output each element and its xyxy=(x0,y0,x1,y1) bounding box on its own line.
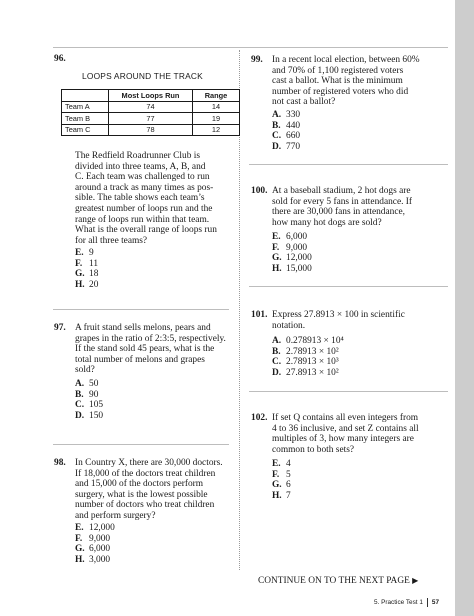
right-arrow-icon: ▶ xyxy=(412,576,419,585)
table-cell: 19 xyxy=(193,113,240,125)
table-cell: 12 xyxy=(193,124,240,136)
choice-letter: C. xyxy=(75,400,85,411)
divider-97 xyxy=(53,309,229,310)
text-line: and perform surgery? xyxy=(75,510,156,521)
text-line: At a baseball stadium, 2 hot dogs are xyxy=(272,186,411,196)
question-number: 100. xyxy=(251,186,268,196)
text-line: range of loops run within that team. xyxy=(75,214,210,225)
choice-letter: F. xyxy=(272,469,280,480)
question-number: 97. xyxy=(54,323,66,333)
choice-letter: E. xyxy=(272,459,281,469)
question-text xyxy=(272,186,412,228)
footer-section: 5. Practice Test 1 xyxy=(374,599,423,607)
text-line: What is the overall range of loops run xyxy=(75,225,217,236)
text-line: In a recent local election, between 60% xyxy=(272,55,420,65)
answer-choice[interactable] xyxy=(75,259,98,270)
answer-choice[interactable] xyxy=(272,110,300,121)
choice-letter: F. xyxy=(75,533,83,544)
table-row xyxy=(62,113,240,125)
choice-value: 27.8913 × 10² xyxy=(286,367,339,378)
top-rule xyxy=(53,47,448,48)
answer-choices xyxy=(272,232,312,274)
text-line: and 70% of 1,100 registered voters xyxy=(272,65,404,76)
choice-value: 15,000 xyxy=(286,263,312,274)
table-header-cell xyxy=(62,90,109,102)
answer-choice[interactable] xyxy=(75,411,103,422)
answer-choice[interactable] xyxy=(75,523,115,534)
text-line: If the stand sold 45 pears, what is the xyxy=(75,344,215,355)
choice-letter: F. xyxy=(75,258,83,269)
choice-value: 18 xyxy=(89,269,99,280)
loops-table xyxy=(61,89,240,136)
choice-letter: H. xyxy=(75,279,85,290)
answer-choice[interactable] xyxy=(75,390,103,401)
choice-value: 2.78913 × 10² xyxy=(286,346,339,357)
answer-choice[interactable] xyxy=(272,121,300,132)
text-line: common to both sets? xyxy=(272,444,355,455)
continue-notice xyxy=(258,576,418,586)
table-header-cell: Most Loops Run xyxy=(109,90,193,102)
choice-letter: G. xyxy=(75,544,85,555)
choice-letter: F. xyxy=(272,242,280,253)
answer-choice[interactable] xyxy=(272,459,291,470)
divider-102 xyxy=(249,391,448,392)
text-line: Express 27.8913 × 100 in scientific xyxy=(272,310,405,320)
choice-letter: A. xyxy=(272,110,282,120)
answer-choice[interactable] xyxy=(272,243,312,254)
text-line: 4 to 36 inclusive, and set Z contains all xyxy=(272,423,419,434)
choice-value: 2.78913 × 10³ xyxy=(286,357,339,368)
text-line: notation. xyxy=(272,320,306,331)
answer-choice[interactable] xyxy=(75,269,98,280)
divider-101 xyxy=(249,286,448,287)
answer-choice[interactable] xyxy=(272,491,291,502)
question-number: 102. xyxy=(251,413,268,423)
choice-letter: D. xyxy=(272,367,282,378)
answer-choice[interactable] xyxy=(272,142,300,153)
choice-value: 6,000 xyxy=(286,232,308,242)
text-line: number of registered voters who did xyxy=(272,86,409,97)
choice-value: 660 xyxy=(286,131,301,142)
table-title: LOOPS AROUND THE TRACK xyxy=(82,71,203,81)
choice-letter: G. xyxy=(272,480,282,491)
choice-letter: B. xyxy=(75,389,84,400)
text-line: greatest number of loops run and the xyxy=(75,203,213,214)
question-number: 98. xyxy=(54,458,66,468)
text-line: sible. The table shows each team’s xyxy=(75,193,205,204)
answer-choice[interactable] xyxy=(75,534,115,545)
page-edge-bar xyxy=(455,0,474,616)
choice-letter: A. xyxy=(75,379,85,389)
answer-choice[interactable] xyxy=(75,400,103,411)
table-header-row xyxy=(62,90,240,102)
page-number: 57 xyxy=(431,599,440,607)
text-line: there are 30,000 fans in attendance, xyxy=(272,207,406,218)
choice-value: 9,000 xyxy=(89,533,111,544)
choice-letter: C. xyxy=(272,131,282,142)
question-number: 101. xyxy=(251,310,268,320)
text-line: and 15,000 of the doctors perform xyxy=(75,479,204,490)
choice-value: 150 xyxy=(89,410,104,421)
answer-choices xyxy=(272,459,291,501)
text-line: how many hot dogs are sold? xyxy=(272,217,382,228)
choice-letter: E. xyxy=(272,232,281,242)
text-line: around a track as many times as pos- xyxy=(75,182,214,193)
table-cell: Team C xyxy=(62,124,109,136)
question-text xyxy=(272,55,420,108)
continue-text: CONTINUE ON TO THE NEXT PAGE xyxy=(258,576,410,586)
answer-choices xyxy=(75,523,115,565)
choice-letter: D. xyxy=(272,141,282,152)
text-line: C. Each team was challenged to run xyxy=(75,172,210,183)
choice-value: 12,000 xyxy=(286,253,312,264)
text-line: for all three teams? xyxy=(75,235,148,246)
choice-letter: E. xyxy=(75,248,84,258)
text-line: number of doctors who treat children xyxy=(75,500,215,511)
answer-choice[interactable] xyxy=(272,357,344,368)
answer-choice[interactable] xyxy=(272,253,312,264)
answer-choice[interactable] xyxy=(75,379,103,390)
text-line: not cast a ballot? xyxy=(272,97,336,108)
choice-value: 770 xyxy=(286,141,301,152)
choice-value: 0.278913 × 10⁴ xyxy=(286,336,344,346)
choice-value: 6 xyxy=(286,480,291,491)
answer-choice[interactable] xyxy=(75,544,115,555)
footer-separator xyxy=(427,598,428,607)
answer-choice[interactable] xyxy=(272,232,312,243)
divider-98 xyxy=(53,444,229,445)
choice-letter: E. xyxy=(75,523,84,533)
choice-letter: H. xyxy=(272,490,282,501)
text-line: surgery, what is the lowest possible xyxy=(75,489,208,500)
table-row xyxy=(62,124,240,136)
choice-value: 330 xyxy=(286,110,301,120)
choice-letter: G. xyxy=(75,269,85,280)
answer-choices xyxy=(272,110,300,152)
question-text xyxy=(75,458,223,522)
table-cell: 14 xyxy=(193,101,240,113)
choice-value: 11 xyxy=(89,258,99,269)
answer-choice[interactable] xyxy=(272,368,344,379)
page-footer xyxy=(374,598,439,607)
answer-choice[interactable] xyxy=(272,347,344,358)
choice-value: 5 xyxy=(286,469,291,480)
table-cell: 74 xyxy=(109,101,193,113)
choice-letter: H. xyxy=(272,263,282,274)
table-cell: Team B xyxy=(62,113,109,125)
choice-value: 4 xyxy=(286,459,291,469)
divider-100 xyxy=(249,164,448,165)
table-cell: Team A xyxy=(62,101,109,113)
table-cell: 77 xyxy=(109,113,193,125)
choice-letter: C. xyxy=(272,357,282,368)
text-line: If set Q contains all even integers from xyxy=(272,413,419,423)
answer-choices xyxy=(272,336,344,378)
choice-value: 6,000 xyxy=(89,544,111,555)
question-text xyxy=(75,151,217,246)
choice-value: 440 xyxy=(286,120,301,131)
choice-value: 9,000 xyxy=(286,242,308,253)
table-row xyxy=(62,101,240,113)
text-line: total number of melons and grapes xyxy=(75,354,205,365)
choice-letter: A. xyxy=(272,336,282,346)
table-cell: 78 xyxy=(109,124,193,136)
choice-letter: B. xyxy=(272,346,281,357)
answer-choice[interactable] xyxy=(272,336,344,347)
question-text xyxy=(75,323,226,376)
answer-choice[interactable] xyxy=(75,280,98,291)
choice-value: 105 xyxy=(89,400,104,411)
text-line: sold for every 5 fans in attendance. If xyxy=(272,196,413,207)
choice-value: 12,000 xyxy=(89,523,115,533)
choice-value: 3,000 xyxy=(89,554,111,565)
choice-value: 90 xyxy=(89,389,99,400)
question-text xyxy=(272,413,419,455)
text-line: cast a ballot. What is the minimum xyxy=(272,76,403,87)
answer-choice[interactable] xyxy=(272,131,300,142)
answer-choice[interactable] xyxy=(75,248,98,259)
choice-value: 9 xyxy=(89,248,94,258)
answer-choice[interactable] xyxy=(272,470,291,481)
question-number: 99. xyxy=(251,55,263,65)
choice-letter: G. xyxy=(272,253,282,264)
answer-choice[interactable] xyxy=(75,555,115,566)
choice-value: 50 xyxy=(89,379,99,389)
choice-value: 20 xyxy=(89,279,99,290)
text-line: A fruit stand sells melons, pears and xyxy=(75,323,211,333)
text-line: grapes in the ratio of 2:3:5, respectively. xyxy=(75,333,226,344)
choice-letter: H. xyxy=(75,554,85,565)
choice-letter: B. xyxy=(272,120,281,131)
choice-value: 7 xyxy=(286,490,291,501)
text-line: sold? xyxy=(75,365,95,376)
text-line: multiples of 3, how many integers are xyxy=(272,434,414,445)
text-line: The Redfield Roadrunner Club is xyxy=(75,151,200,161)
answer-choices xyxy=(75,379,103,421)
answer-choice[interactable] xyxy=(272,480,291,491)
table-header-cell: Range xyxy=(193,90,240,102)
text-line: If 18,000 of the doctors treat children xyxy=(75,468,216,479)
choice-letter: D. xyxy=(75,410,85,421)
answer-choice[interactable] xyxy=(272,264,312,275)
answer-choices xyxy=(75,248,98,290)
text-line: In Country X, there are 30,000 doctors. xyxy=(75,458,223,468)
question-number: 96. xyxy=(54,54,66,64)
question-text xyxy=(272,310,405,331)
text-line: divided into three teams, A, B, and xyxy=(75,161,206,172)
